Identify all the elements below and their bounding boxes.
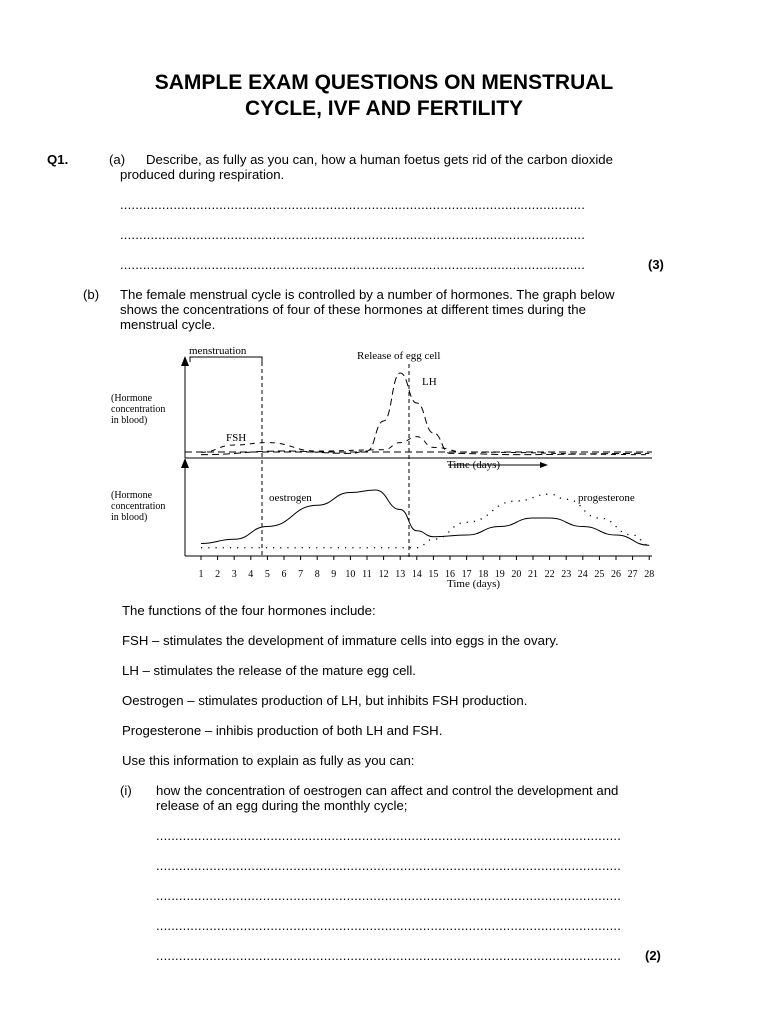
x-tick-label: 23 [561, 569, 572, 580]
menstruation-bracket [190, 357, 262, 362]
answer-line[interactable]: .......................................................................................................................... [156, 829, 622, 843]
x-tick-label: 16 [445, 569, 455, 580]
answer-line[interactable]: .......................................................................................................................... [120, 198, 586, 212]
part-b-text-3: menstrual cycle. [120, 317, 216, 332]
answer-line[interactable]: .......................................................................................................................... [156, 949, 622, 963]
x-tick-label: 1 [198, 569, 204, 580]
part-i-text-2: release of an egg during the monthly cycle; [156, 798, 408, 813]
x-tick-label: 11 [362, 569, 372, 580]
part-i-text-1: how the concentration of oestrogen can affect and control the development and [156, 783, 619, 798]
functions-intro: The functions of the four hormones include: [122, 603, 376, 618]
lh-label: LH [422, 376, 437, 388]
bottom-xlabel: Time (days) [447, 578, 501, 590]
question-number: Q1. [47, 152, 69, 167]
marks-a: (3) [648, 257, 664, 272]
x-tick-label: 6 [281, 569, 287, 580]
part-i-label: (i) [120, 783, 132, 798]
answer-line[interactable]: .......................................................................................................................... [156, 919, 622, 933]
fsh-label: FSH [226, 432, 247, 444]
top-xlabel: Time (days) [447, 459, 501, 471]
part-a-label: (a) [109, 152, 126, 167]
part-a-text-1: Describe, as fully as you can, how a human foetus gets rid of the carbon dioxide [146, 152, 613, 167]
menstruation-label: menstruation [189, 345, 247, 357]
fsh-function: FSH – stimulates the development of immature cells into eggs in the ovary. [122, 633, 559, 648]
x-tick-label: 24 [577, 569, 588, 580]
answer-line[interactable]: .......................................................................................................................... [156, 859, 622, 873]
x-tick-label: 10 [345, 569, 356, 580]
marks-i: (2) [645, 948, 661, 963]
oestrogen-function: Oestrogen – stimulates production of LH, but inhibits FSH production. [122, 693, 528, 708]
x-tick-label: 17 [461, 569, 472, 580]
top-ylabel-3: in blood) [111, 415, 148, 426]
x-tick-label: 21 [528, 569, 538, 580]
x-tick-label: 18 [478, 569, 489, 580]
x-tick-label: 4 [248, 569, 254, 580]
bottom-ylabel-2: concentration [111, 501, 166, 512]
x-tick-label: 25 [594, 569, 605, 580]
x-tick-label: 28 [644, 569, 655, 580]
x-tick-label: 7 [298, 569, 304, 580]
x-tick-label: 15 [428, 569, 439, 580]
x-tick-label: 26 [611, 569, 621, 580]
bottom-ylabel-1: (Hormone [111, 490, 153, 501]
top-y-arrow [181, 356, 189, 366]
x-tick-label: 12 [378, 569, 389, 580]
progesterone-label: progesterone [578, 492, 635, 504]
answer-line[interactable]: .......................................................................................................................... [120, 228, 586, 242]
answer-line[interactable]: .......................................................................................................................... [156, 889, 622, 903]
time-arrowhead [540, 462, 548, 468]
part-a-text-2: produced during respiration. [120, 167, 285, 182]
title-line-1: SAMPLE EXAM QUESTIONS ON MENSTRUAL [154, 71, 614, 94]
x-tick-label: 27 [627, 569, 638, 580]
oestrogen-label: oestrogen [269, 492, 312, 504]
x-tick-label: 9 [331, 569, 337, 580]
part-b-text-2: shows the concentrations of four of these hormones at different times during the [120, 302, 586, 317]
bottom-y-arrow [181, 458, 189, 468]
top-ylabel-1: (Hormone [111, 393, 153, 404]
x-tick-label: 14 [411, 569, 422, 580]
x-tick-label: 2 [215, 569, 221, 580]
x-tick-label: 5 [264, 569, 270, 580]
top-ylabel-2: concentration [111, 404, 166, 415]
x-tick-label: 13 [395, 569, 406, 580]
lh-function: LH – stimulates the release of the mature egg cell. [122, 663, 416, 678]
x-tick-label: 22 [544, 569, 555, 580]
egg-release-label: Release of egg cell [357, 350, 441, 362]
title-line-2: CYCLE, IVF AND FERTILITY [244, 97, 524, 120]
bottom-ylabel-3: in blood) [111, 512, 148, 523]
x-tick-label: 20 [511, 569, 522, 580]
progesterone-function: Progesterone – inhibis production of both LH and FSH. [122, 723, 443, 738]
part-b-text-1: The female menstrual cycle is controlled by a number of hormones. The graph below [120, 287, 615, 302]
x-tick-label: 19 [494, 569, 505, 580]
x-tick-label: 3 [231, 569, 237, 580]
answer-line[interactable]: .......................................................................................................................... [120, 258, 586, 272]
part-b-label: (b) [83, 287, 100, 302]
x-tick-label: 8 [314, 569, 320, 580]
use-info-instruction: Use this information to explain as fully as you can: [122, 753, 415, 768]
